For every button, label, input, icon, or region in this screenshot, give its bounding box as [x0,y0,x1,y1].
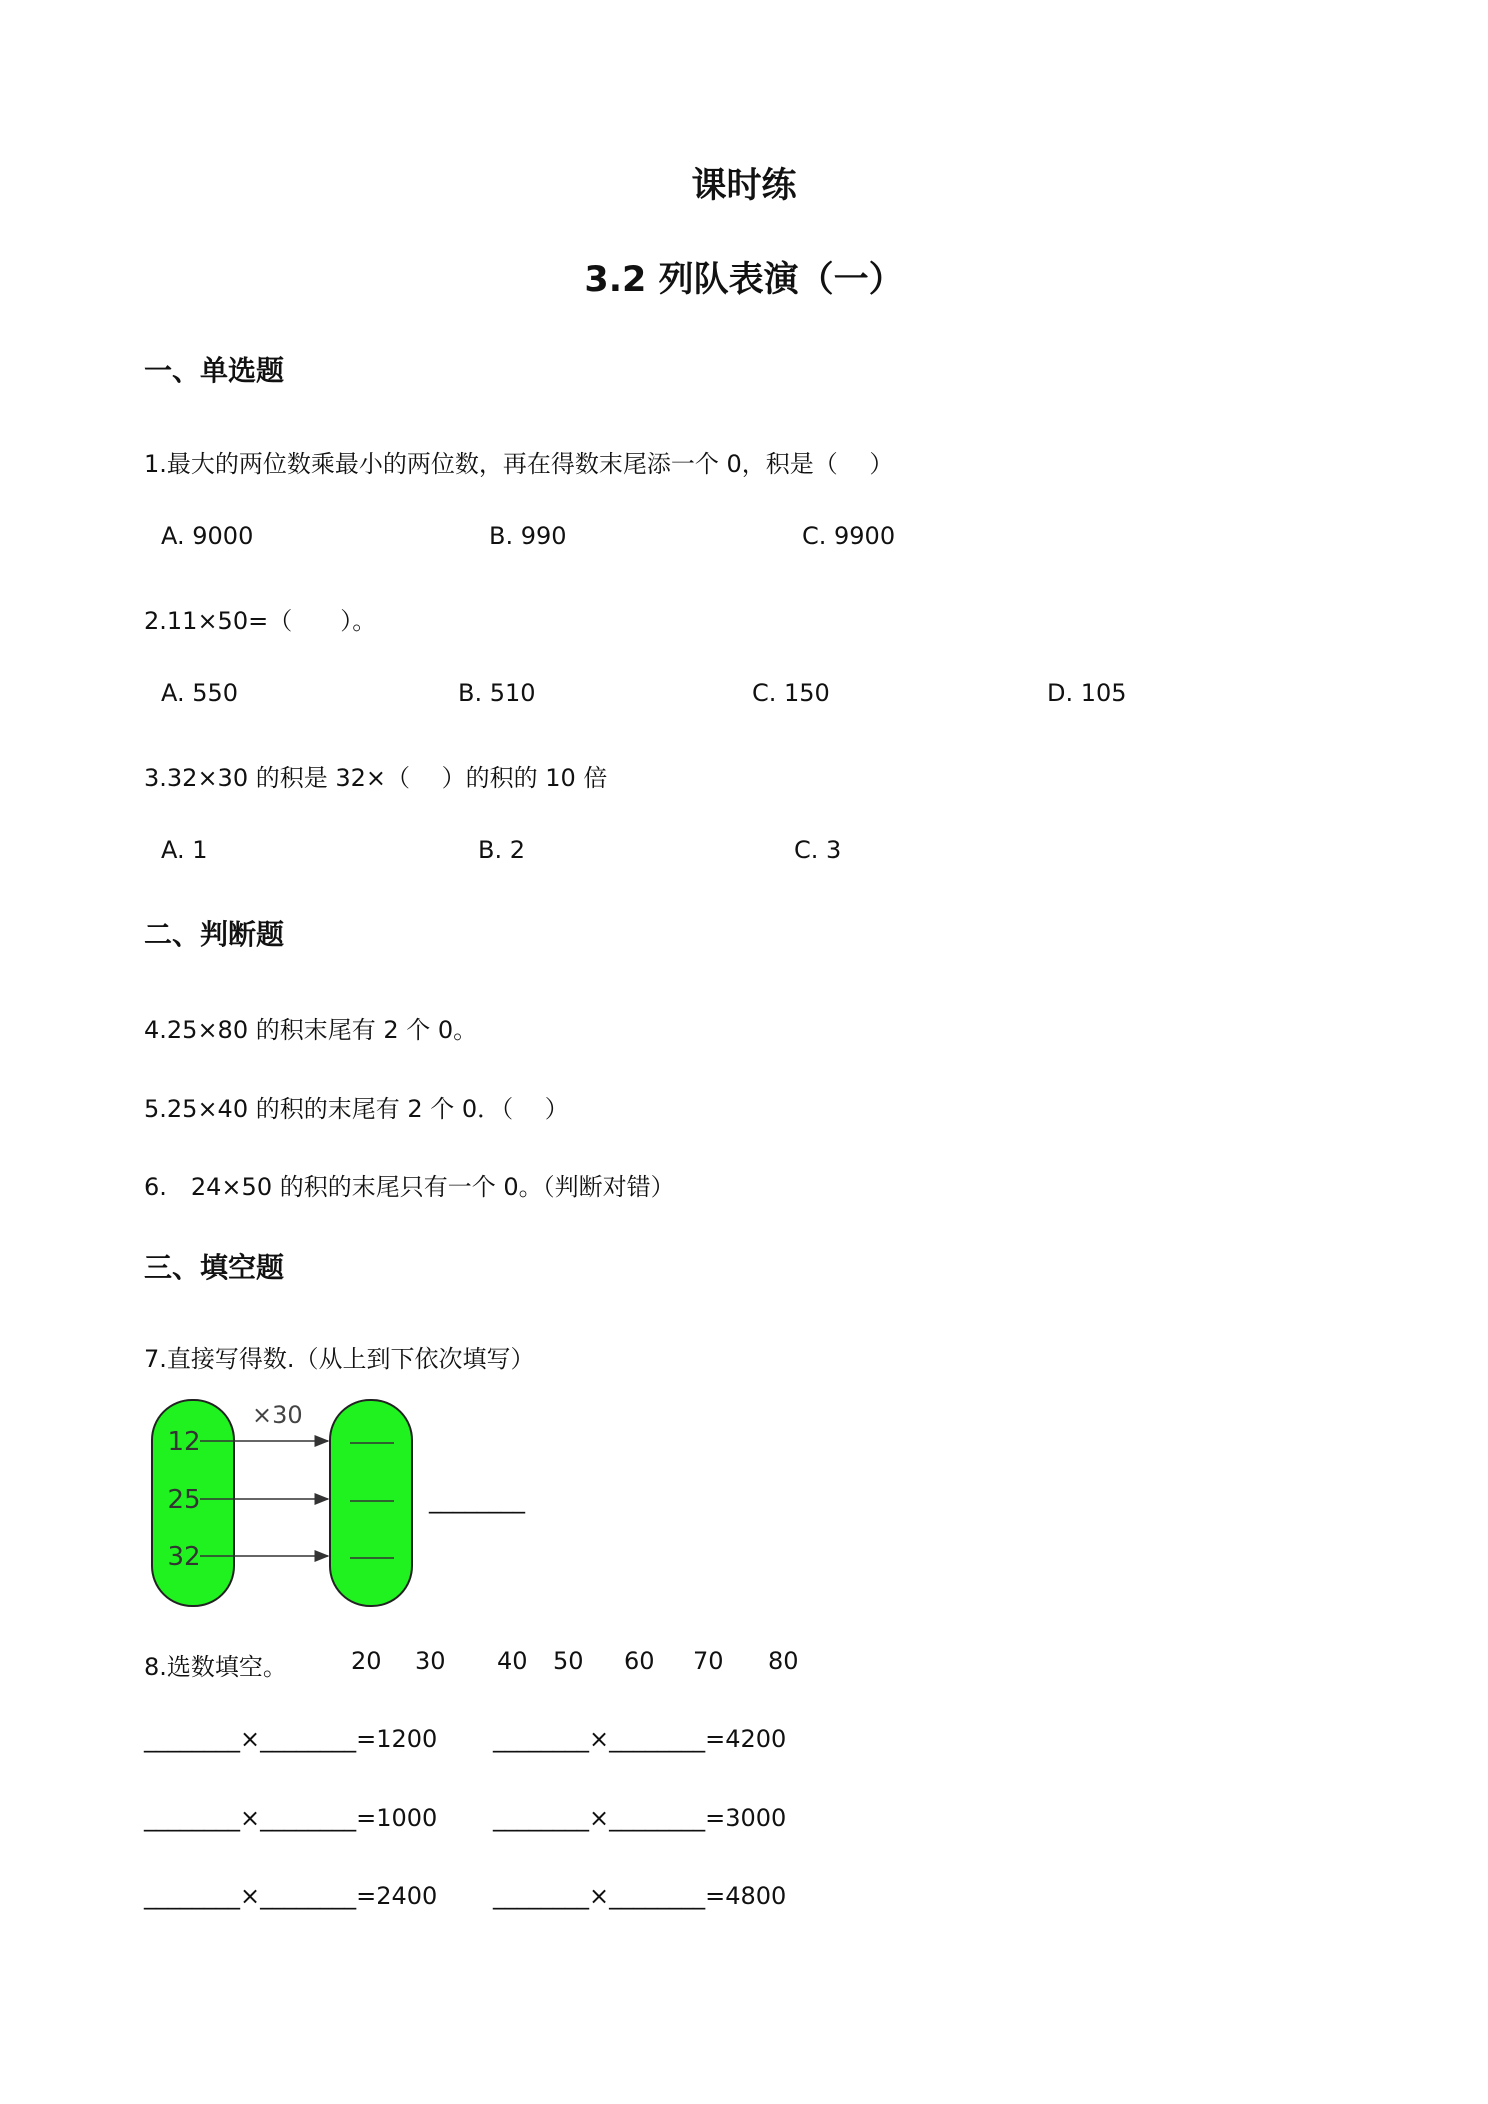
equation-blank-row[interactable]: ________×________=4200 [493,1725,787,1753]
section-heading-true-false: 二、判断题 [144,918,285,951]
q2-option-a[interactable]: A. 550 [161,679,239,707]
choice-number: 70 [693,1647,724,1675]
section-heading-single-choice: 一、单选题 [144,354,285,387]
equation-blank-row[interactable]: ________×________=4800 [493,1882,787,1910]
input-number-32: 32 [167,1542,201,1572]
q3-option-a[interactable]: A. 1 [161,836,208,864]
q1-option-c[interactable]: C. 9900 [802,522,896,550]
q2-option-c[interactable]: C. 150 [752,679,830,707]
q1-option-a[interactable]: A. 9000 [161,522,254,550]
q2-option-d[interactable]: D. 105 [1047,679,1127,707]
input-number-25: 25 [167,1485,201,1515]
question-8: 8.选数填空。 [144,1653,287,1681]
q3-option-c[interactable]: C. 3 [794,836,842,864]
question-7: 7.直接写得数.（从上到下依次填写） [144,1345,535,1373]
equation-blank-row[interactable]: ________×________=2400 [144,1882,438,1910]
input-number-12: 12 [167,1427,201,1457]
choice-number: 30 [415,1647,446,1675]
question-4: 4.25×80 的积末尾有 2 个 0。 [144,1016,478,1044]
document-title: 课时练 [691,166,797,206]
choice-number: 60 [624,1647,655,1675]
choice-number: 50 [553,1647,584,1675]
q1-option-b[interactable]: B. 990 [489,522,567,550]
choice-number: 80 [768,1647,799,1675]
q2-option-b[interactable]: B. 510 [458,679,536,707]
question-2: 2.11×50=（ ）。 [144,607,377,635]
equation-blank-row[interactable]: ________×________=1000 [144,1804,438,1832]
question-5: 5.25×40 的积的末尾有 2 个 0．（ ） [144,1095,569,1123]
question-1: 1.最大的两位数乘最小的两位数，再在得数末尾添一个 0，积是（ ） [144,450,894,478]
equation-blank-row[interactable]: ________×________=1200 [144,1725,438,1753]
equation-blank-row[interactable]: ________×________=3000 [493,1804,787,1832]
choice-number: 40 [497,1647,528,1675]
q7-answer-blank[interactable]: ________ [429,1486,525,1514]
q3-option-b[interactable]: B. 2 [478,836,525,864]
lesson-title: 3.2 列队表演（一） [584,260,904,300]
operator-label: ×30 [252,1401,303,1429]
section-heading-fill-in: 三、填空题 [144,1251,285,1284]
output-capsule [330,1400,412,1606]
question-6: 6. 24×50 的积的末尾只有一个 0。（判断对错） [144,1173,675,1201]
choice-number: 20 [351,1647,382,1675]
question-3: 3.32×30 的积是 32×（ ）的积的 10 倍 [144,764,608,792]
